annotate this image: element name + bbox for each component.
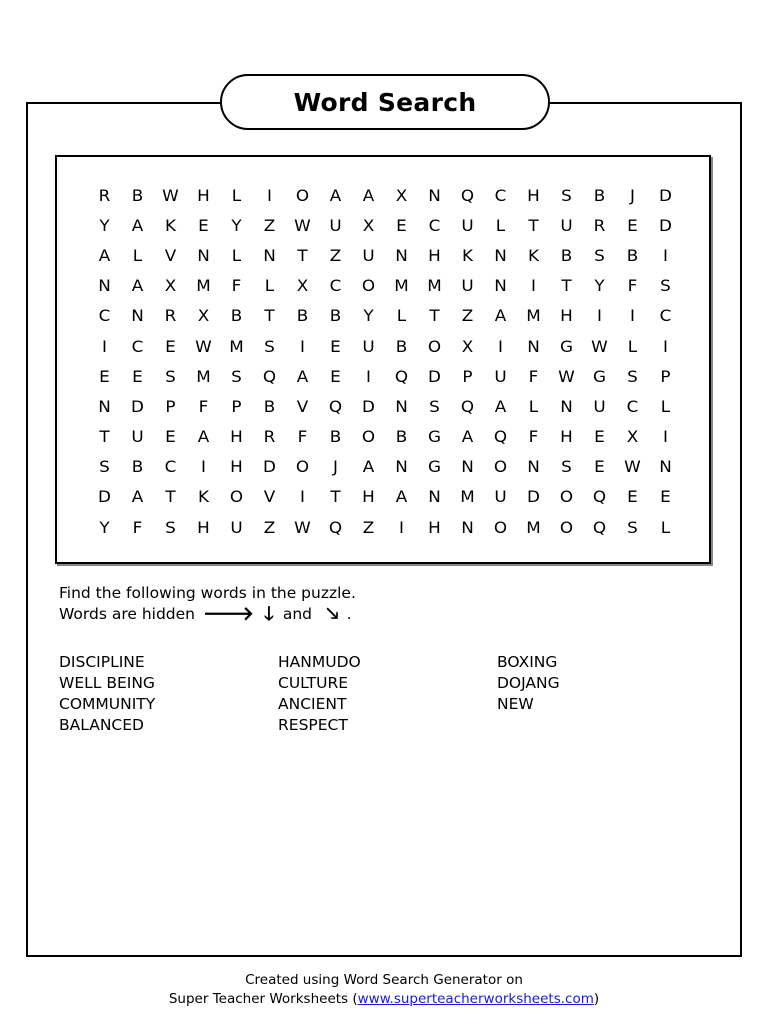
- grid-cell: I: [300, 336, 305, 356]
- grid-cell: C: [131, 336, 144, 356]
- grid-cell: X: [197, 306, 210, 326]
- grid-cell: C: [494, 185, 507, 205]
- grid-cell: W: [195, 336, 212, 356]
- word-item: CULTURE: [278, 674, 349, 692]
- grid-cell: B: [329, 306, 342, 326]
- grid-cell: B: [131, 457, 144, 477]
- grid-cell: S: [231, 366, 242, 386]
- grid-cell: Q: [592, 517, 607, 537]
- grid-cell: G: [592, 366, 607, 386]
- grid-cell: D: [527, 487, 540, 507]
- grid-cell: E: [330, 336, 341, 356]
- grid-cell: N: [428, 185, 441, 205]
- grid-cell: I: [267, 185, 272, 205]
- grid-cell: E: [132, 366, 143, 386]
- grid-cell: E: [99, 366, 110, 386]
- word-list: [59, 652, 659, 736]
- grid-cell: U: [461, 276, 474, 296]
- grid-cell: D: [98, 487, 111, 507]
- grid-cell: H: [197, 185, 210, 205]
- grid-cell: P: [660, 366, 671, 386]
- grid-cell: C: [428, 215, 441, 235]
- grid-cell: A: [197, 427, 210, 447]
- arrow-right-icon: 🡒: [203, 603, 254, 625]
- grid-cell: M: [427, 276, 442, 296]
- grid-cell: Z: [461, 306, 474, 326]
- instructions-line-1: Find the following words in the puzzle.: [59, 584, 356, 602]
- grid-cell: P: [165, 396, 176, 416]
- grid-cell: N: [428, 487, 441, 507]
- grid-cell: E: [165, 336, 176, 356]
- grid-cell: G: [427, 457, 442, 477]
- grid-cell: M: [229, 336, 244, 356]
- grid-cell: Q: [394, 366, 409, 386]
- grid-cell: W: [558, 366, 575, 386]
- grid-cell: S: [627, 517, 638, 537]
- grid-cell: B: [131, 185, 144, 205]
- grid-cell: N: [494, 276, 507, 296]
- grid-cell: Y: [231, 215, 242, 235]
- word-item: BALANCED: [59, 716, 144, 734]
- grid-cell: C: [98, 306, 111, 326]
- grid-cell: H: [560, 427, 573, 447]
- grid-cell: X: [296, 276, 309, 296]
- grid-cell: B: [560, 245, 573, 265]
- grid-cell: X: [395, 185, 408, 205]
- word-item: COMMUNITY: [59, 695, 156, 713]
- grid-cell: I: [498, 336, 503, 356]
- grid-cell: Z: [362, 517, 375, 537]
- grid-cell: N: [98, 276, 111, 296]
- grid-cell: E: [627, 487, 638, 507]
- grid-cell: O: [493, 457, 508, 477]
- grid-cell: V: [164, 245, 177, 265]
- grid-cell: T: [297, 245, 308, 265]
- word-item: BOXING: [497, 653, 558, 671]
- instructions-line-2: [59, 604, 356, 625]
- grid-cell: F: [627, 276, 638, 296]
- grid-cell: W: [624, 457, 641, 477]
- grid-cell: L: [264, 276, 275, 296]
- grid-cell: U: [494, 366, 507, 386]
- grid-cell: D: [659, 185, 672, 205]
- grid-cell: Y: [99, 517, 110, 537]
- grid-cell: A: [461, 427, 474, 447]
- grid-cell: F: [132, 517, 143, 537]
- grid-cell: I: [630, 306, 635, 326]
- grid-cell: L: [231, 185, 242, 205]
- grid-cell: C: [626, 396, 639, 416]
- grid-cell: E: [330, 366, 341, 386]
- grid-cell: E: [396, 215, 407, 235]
- grid-cell: N: [560, 396, 573, 416]
- grid-cell: E: [660, 487, 671, 507]
- grid-cell: P: [462, 366, 473, 386]
- grid-cell: B: [263, 396, 276, 416]
- grid-cell: K: [527, 245, 540, 265]
- grid-cell: B: [395, 427, 408, 447]
- grid-cell: S: [627, 366, 638, 386]
- grid-cell: Q: [262, 366, 277, 386]
- grid-cell: E: [594, 427, 605, 447]
- grid-cell: Y: [99, 215, 110, 235]
- grid-cell: F: [231, 276, 242, 296]
- grid-cell: U: [131, 427, 144, 447]
- grid-cell: I: [366, 366, 371, 386]
- grid-cell: H: [230, 457, 243, 477]
- grid-cell: C: [659, 306, 672, 326]
- grid-cell: D: [362, 396, 375, 416]
- grid-cell: S: [99, 457, 110, 477]
- grid-cell: X: [362, 215, 375, 235]
- grid-cell: I: [399, 517, 404, 537]
- grid-cell: Q: [460, 396, 475, 416]
- title-banner: [220, 74, 550, 130]
- grid-cell: S: [429, 396, 440, 416]
- grid-cell: L: [528, 396, 539, 416]
- grid-cell: N: [395, 457, 408, 477]
- grid-cell: N: [197, 245, 210, 265]
- grid-cell: N: [131, 306, 144, 326]
- grid-cell: K: [461, 245, 474, 265]
- arrow-down-icon: 🡓: [263, 603, 274, 625]
- word-item: RESPECT: [278, 716, 348, 734]
- grid-cell: O: [361, 276, 376, 296]
- grid-cell: L: [660, 396, 671, 416]
- grid-cell: D: [428, 366, 441, 386]
- grid-cell: U: [362, 245, 375, 265]
- grid-cell: A: [131, 487, 144, 507]
- grid-cell: T: [561, 276, 572, 296]
- grid-cell: Z: [263, 215, 276, 235]
- grid-cell: H: [230, 427, 243, 447]
- grid-cell: B: [230, 306, 243, 326]
- grid-cell: A: [494, 396, 507, 416]
- grid-cell: K: [197, 487, 210, 507]
- grid-cell: U: [461, 215, 474, 235]
- grid-cell: U: [560, 215, 573, 235]
- grid-cell: U: [362, 336, 375, 356]
- grid-cell: A: [131, 276, 144, 296]
- grid-cell: R: [164, 306, 177, 326]
- grid-cell: K: [164, 215, 177, 235]
- grid-cell: F: [528, 427, 539, 447]
- grid-cell: T: [330, 487, 341, 507]
- grid-cell: N: [263, 245, 276, 265]
- grid-cell: L: [132, 245, 143, 265]
- grid-cell: H: [527, 185, 540, 205]
- grid-cell: Q: [328, 396, 343, 416]
- grid-cell: X: [626, 427, 639, 447]
- grid-cell: L: [495, 215, 506, 235]
- grid-cell: S: [165, 366, 176, 386]
- grid-cell: I: [663, 427, 668, 447]
- grid-cell: H: [197, 517, 210, 537]
- grid-cell: O: [427, 336, 442, 356]
- grid-cell: I: [531, 276, 536, 296]
- grid-cell: D: [659, 215, 672, 235]
- grid-cell: I: [201, 457, 206, 477]
- grid-cell: N: [395, 245, 408, 265]
- letter-grid: [88, 180, 682, 542]
- grid-cell: B: [395, 336, 408, 356]
- grid-cell: T: [528, 215, 539, 235]
- grid-cell: Y: [594, 276, 605, 296]
- grid-cell: A: [362, 457, 375, 477]
- word-item: ANCIENT: [278, 695, 347, 713]
- page-title: Word Search: [293, 87, 477, 117]
- footer-suffix: ): [593, 991, 600, 1007]
- grid-cell: N: [659, 457, 672, 477]
- grid-cell: N: [461, 517, 474, 537]
- grid-cell: Z: [329, 245, 342, 265]
- grid-cell: A: [494, 306, 507, 326]
- grid-cell: I: [597, 306, 602, 326]
- grid-cell: A: [131, 215, 144, 235]
- grid-cell: L: [396, 306, 407, 326]
- grid-cell: N: [494, 245, 507, 265]
- grid-cell: R: [98, 185, 111, 205]
- grid-cell: E: [165, 427, 176, 447]
- grid-cell: D: [131, 396, 144, 416]
- grid-cell: E: [198, 215, 209, 235]
- instructions-and: and: [282, 605, 313, 623]
- grid-cell: X: [164, 276, 177, 296]
- grid-cell: L: [231, 245, 242, 265]
- grid-cell: F: [198, 396, 209, 416]
- grid-cell: T: [165, 487, 176, 507]
- grid-cell: A: [98, 245, 111, 265]
- grid-cell: O: [559, 517, 574, 537]
- word-item: DISCIPLINE: [59, 653, 145, 671]
- grid-cell: U: [329, 215, 342, 235]
- word-item: WELL BEING: [59, 674, 155, 692]
- grid-cell: A: [296, 366, 309, 386]
- grid-cell: O: [295, 457, 310, 477]
- grid-cell: E: [627, 215, 638, 235]
- grid-cell: A: [362, 185, 375, 205]
- grid-cell: N: [527, 336, 540, 356]
- grid-cell: V: [296, 396, 309, 416]
- grid-cell: J: [333, 457, 338, 477]
- grid-cell: S: [264, 336, 275, 356]
- grid-cell: O: [559, 487, 574, 507]
- word-item: NEW: [497, 695, 534, 713]
- footer-prefix: Super Teacher Worksheets (: [168, 991, 358, 1007]
- grid-cell: S: [660, 276, 671, 296]
- grid-cell: V: [263, 487, 276, 507]
- grid-cell: U: [494, 487, 507, 507]
- grid-cell: J: [630, 185, 635, 205]
- grid-cell: M: [196, 366, 211, 386]
- grid-cell: O: [361, 427, 376, 447]
- grid-cell: O: [229, 487, 244, 507]
- grid-cell: M: [526, 306, 541, 326]
- grid-cell: O: [295, 185, 310, 205]
- grid-cell: I: [663, 336, 668, 356]
- grid-cell: S: [594, 245, 605, 265]
- grid-cell: I: [300, 487, 305, 507]
- footer-link[interactable]: www.superteacherworksheets.com: [357, 991, 594, 1007]
- grid-cell: H: [428, 245, 441, 265]
- grid-cell: M: [394, 276, 409, 296]
- word-column: [278, 652, 497, 736]
- grid-cell: X: [461, 336, 474, 356]
- grid-cell: R: [263, 427, 276, 447]
- grid-cell: I: [102, 336, 107, 356]
- grid-cell: H: [428, 517, 441, 537]
- word-item: DOJANG: [497, 674, 560, 692]
- grid-cell: P: [231, 396, 242, 416]
- grid-cell: T: [264, 306, 275, 326]
- grid-cell: C: [164, 457, 177, 477]
- grid-cell: W: [294, 215, 311, 235]
- grid-cell: G: [559, 336, 574, 356]
- instructions-suffix: .: [346, 605, 352, 623]
- grid-cell: N: [527, 457, 540, 477]
- arrow-diagonal-icon: 🡖: [326, 603, 339, 625]
- grid-cell: N: [461, 457, 474, 477]
- grid-cell: W: [591, 336, 608, 356]
- grid-cell: T: [429, 306, 440, 326]
- grid-cell: Z: [263, 517, 276, 537]
- grid-cell: G: [427, 427, 442, 447]
- grid-cell: N: [98, 396, 111, 416]
- grid-cell: N: [395, 396, 408, 416]
- grid-cell: U: [230, 517, 243, 537]
- footer: [0, 971, 768, 1009]
- grid-cell: W: [162, 185, 179, 205]
- grid-cell: M: [526, 517, 541, 537]
- instructions: [59, 583, 356, 625]
- grid-cell: B: [593, 185, 606, 205]
- grid-cell: L: [660, 517, 671, 537]
- grid-cell: S: [561, 457, 572, 477]
- grid-cell: F: [528, 366, 539, 386]
- grid-cell: U: [593, 396, 606, 416]
- grid-cell: M: [196, 276, 211, 296]
- grid-cell: D: [263, 457, 276, 477]
- grid-cell: I: [663, 245, 668, 265]
- grid-cell: Q: [592, 487, 607, 507]
- word-column: [59, 652, 278, 736]
- footer-line-1: Created using Word Search Generator on: [245, 972, 523, 988]
- word-item: HANMUDO: [278, 653, 361, 671]
- grid-cell: W: [294, 517, 311, 537]
- grid-cell: S: [561, 185, 572, 205]
- grid-cell: Q: [493, 427, 508, 447]
- grid-cell: F: [297, 427, 308, 447]
- grid-cell: Q: [328, 517, 343, 537]
- grid-cell: S: [165, 517, 176, 537]
- grid-cell: A: [395, 487, 408, 507]
- grid-cell: Y: [363, 306, 374, 326]
- grid-cell: R: [593, 215, 606, 235]
- grid-cell: E: [594, 457, 605, 477]
- grid-cell: T: [99, 427, 110, 447]
- grid-cell: Q: [460, 185, 475, 205]
- grid-cell: B: [296, 306, 309, 326]
- grid-cell: C: [329, 276, 342, 296]
- grid-cell: H: [560, 306, 573, 326]
- grid-cell: A: [329, 185, 342, 205]
- grid-cell: B: [626, 245, 639, 265]
- grid-cell: M: [460, 487, 475, 507]
- grid-cell: H: [362, 487, 375, 507]
- footer-line-2: [0, 990, 768, 1009]
- word-column: [497, 652, 657, 736]
- instructions-prefix: Words are hidden: [59, 605, 196, 623]
- grid-cell: B: [329, 427, 342, 447]
- grid-cell: L: [627, 336, 638, 356]
- grid-cell: O: [493, 517, 508, 537]
